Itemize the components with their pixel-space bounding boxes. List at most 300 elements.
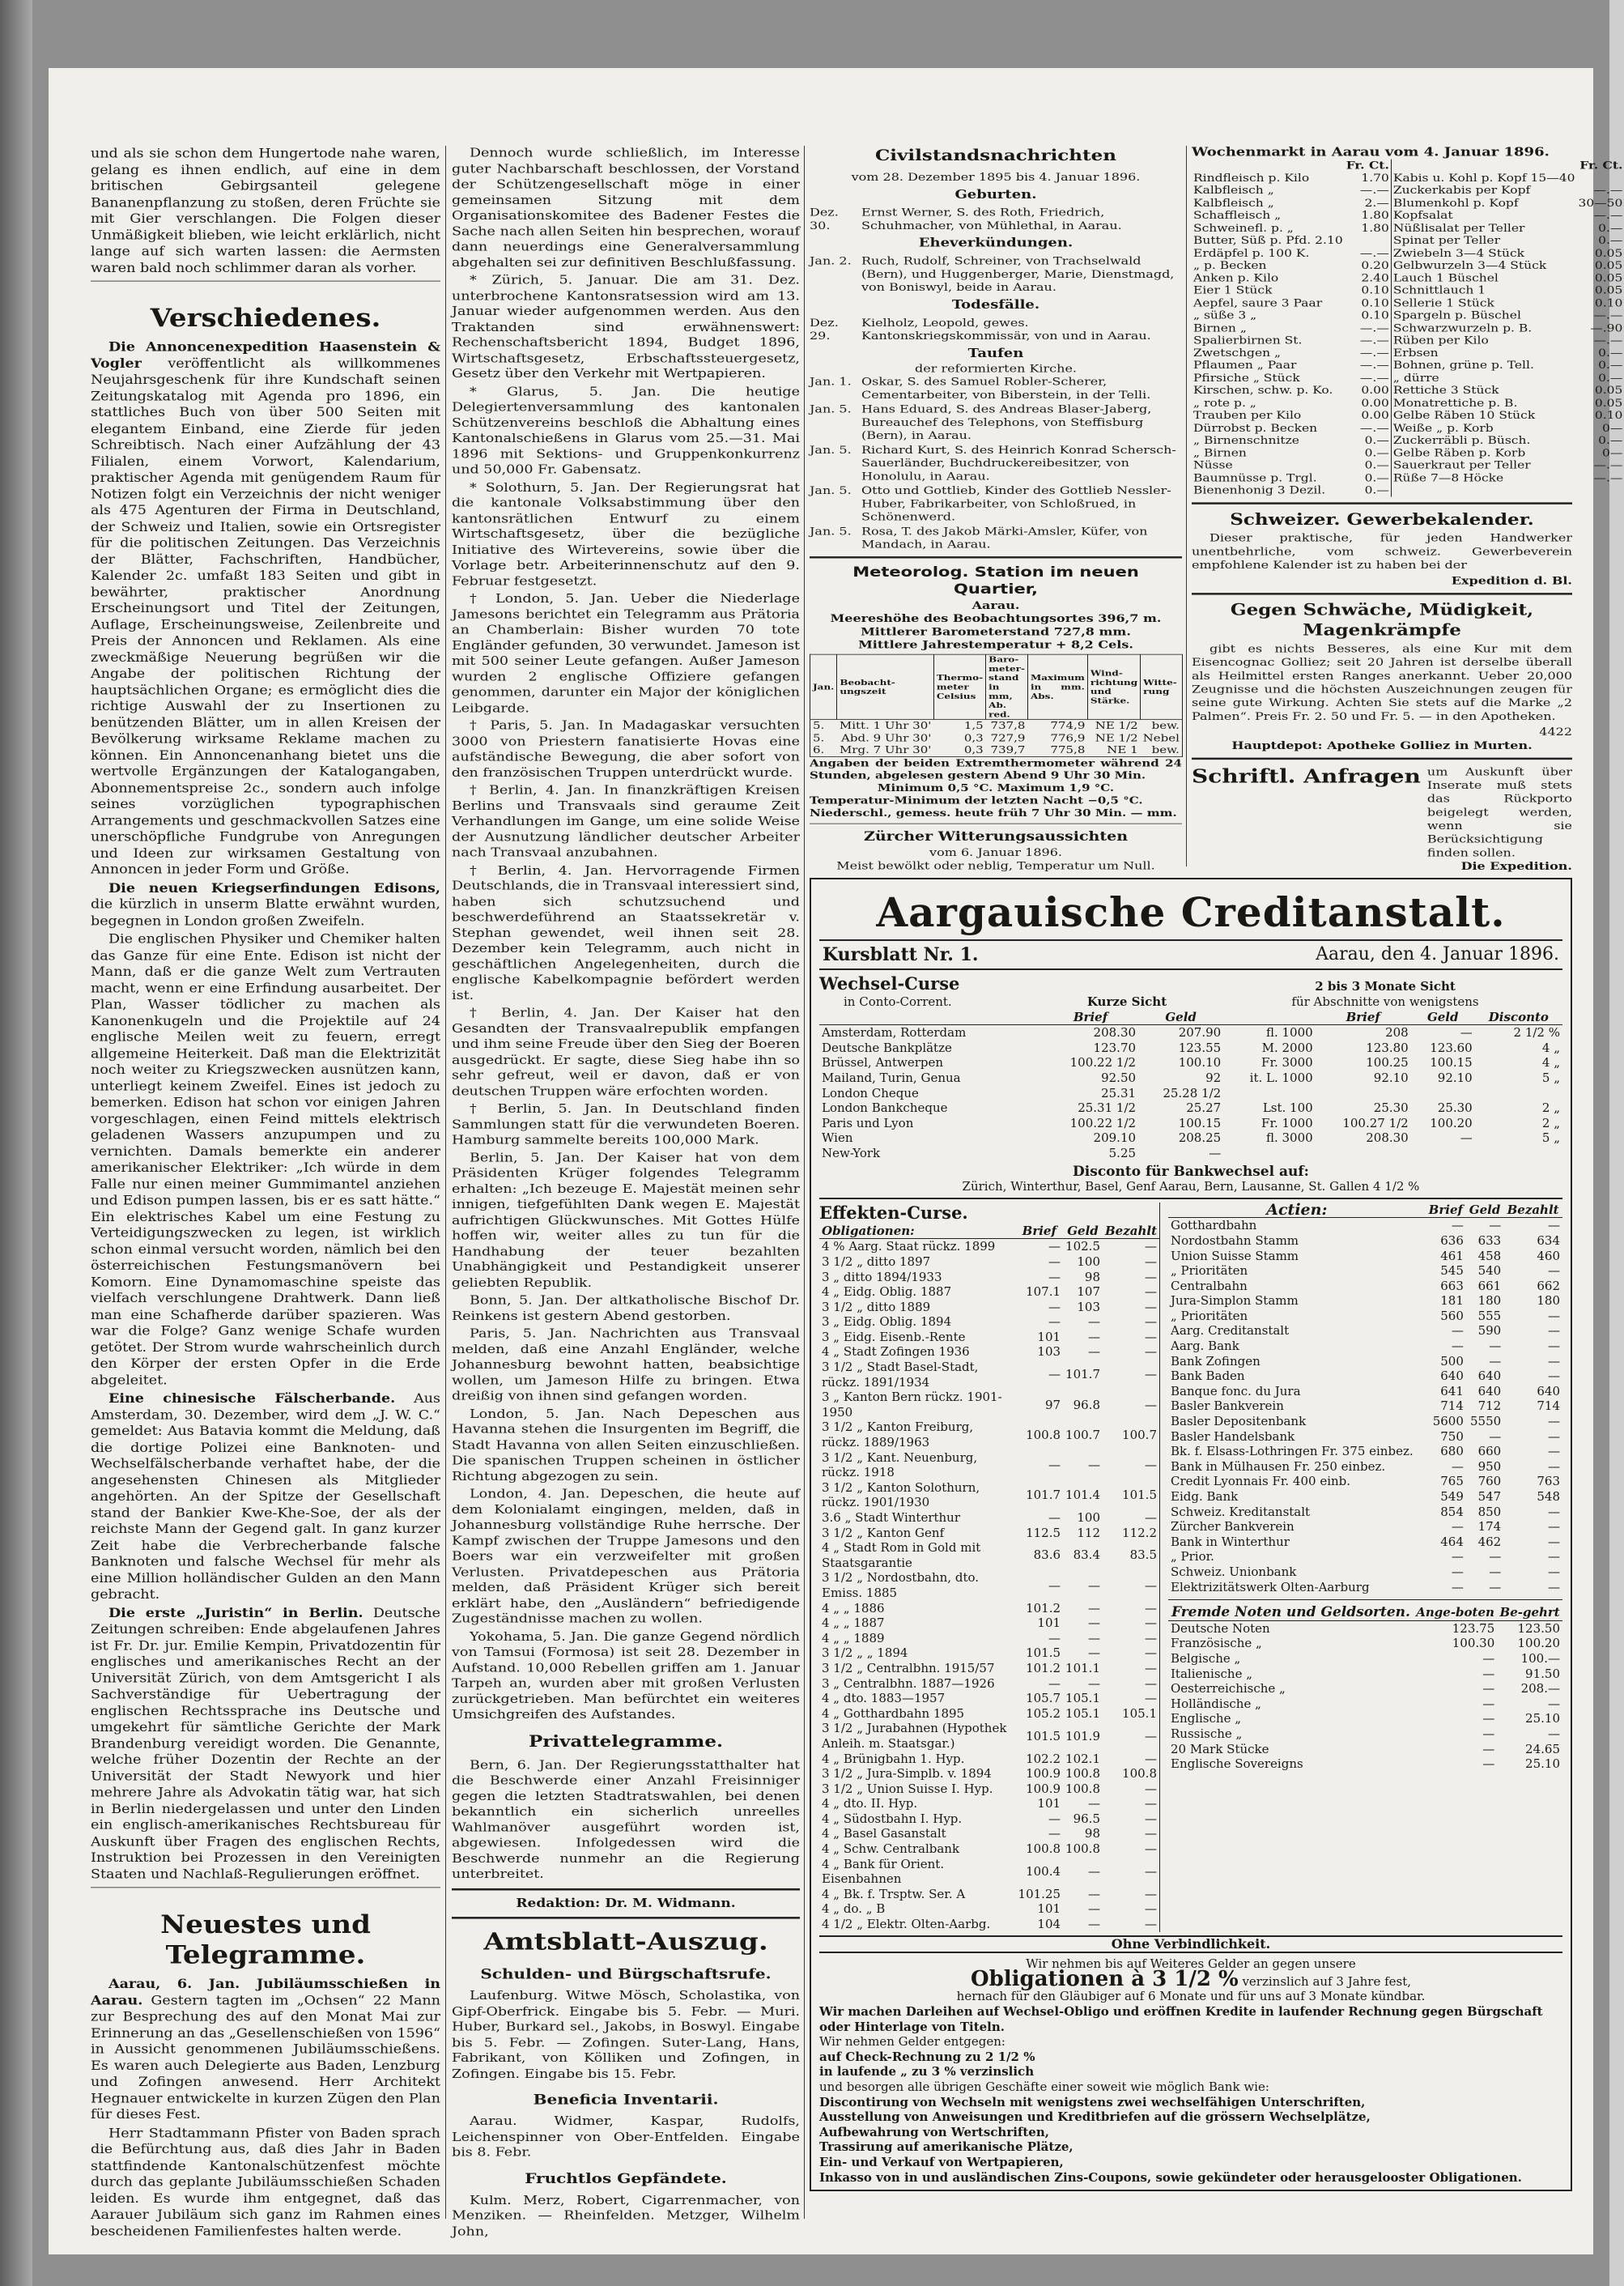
table-cell: — (1145, 1344, 1157, 1360)
table-cell: — (1088, 1645, 1100, 1661)
table-cell: 4 „ Eidg. Oblig. 1887 (822, 1284, 952, 1300)
table-cell: 660 (1477, 1444, 1502, 1459)
share-row (1168, 1505, 1562, 1520)
table-cell: Englische „ (1171, 1711, 1241, 1726)
obligation-row (819, 1510, 1159, 1526)
market-row (1392, 434, 1624, 446)
table-cell: 0.— (1598, 371, 1623, 384)
table-cell: Birnen „ (1193, 321, 1247, 334)
table-cell: Trauben per Kilo (1193, 409, 1302, 422)
table-cell: 4 „ Basel Gasanstalt (822, 1826, 946, 1841)
table-cell: 25.31 1/2 (1078, 1100, 1137, 1116)
table-cell: — (1088, 1314, 1100, 1330)
col-header: Geld (1466, 1203, 1503, 1218)
section-title: Privattelegramme. (528, 1731, 724, 1751)
divider (91, 1887, 440, 1888)
table-cell: 100.4 (1026, 1863, 1061, 1879)
market-row (1392, 409, 1624, 421)
table-cell: — (1548, 1369, 1560, 1384)
note-row (1168, 1636, 1562, 1651)
table-cell: 105.1 (1065, 1705, 1100, 1721)
table-cell: 101 (1037, 1616, 1061, 1631)
lead-in: Aarau, 6. Jan. Jubiläumsschießen in Aarau. (91, 1977, 440, 2008)
obligation-row (819, 1841, 1159, 1857)
table-cell: — (1482, 1711, 1495, 1726)
table-cell: 663 (1440, 1278, 1464, 1293)
ca-service: Ein- und Verkauf von Wertpapieren, (819, 2154, 1064, 2169)
wechsel-row (819, 1116, 1562, 1131)
share-row (1168, 1323, 1562, 1339)
paragraph: und als sie schon dem Hungertode nahe waren, gelang es ihnen endlich, auf eine in dem britischen Gebirgsanteil gelegene Bananenpflanzung zu stoßen, deren Früchte sie mit Gier verschlangen. Die Folgen dieser Unmäßigkeit blieben, wie leicht erklärlich, nicht lange auf sich warten lassen: die Aermsten waren bald noch schlimmer daran als vorher. (91, 146, 440, 275)
table-cell: — (1048, 1239, 1061, 1254)
table-cell: NE 1/2 (1095, 731, 1138, 744)
shares-heading: Actien: (1168, 1203, 1426, 1218)
table-cell: — (1548, 1218, 1560, 1233)
table-cell: 0.— (1364, 434, 1389, 447)
share-row (1168, 1263, 1562, 1279)
table-cell: 0,3 (963, 743, 984, 756)
market-row (1392, 309, 1624, 321)
table-cell: 4 „ dto. II. Hyp. (822, 1796, 918, 1811)
table-cell: — (1482, 1726, 1495, 1741)
table-cell: — (1548, 1414, 1560, 1429)
table-cell: 100.25 (1366, 1055, 1409, 1071)
table-cell: —.— (1359, 421, 1389, 434)
table-cell: — (1145, 1751, 1157, 1766)
col-header: Geld (1138, 1010, 1223, 1025)
table-cell: 548 (1537, 1489, 1560, 1504)
table-cell: 4 „ (1541, 1055, 1560, 1071)
table-cell: Nüßlisalat per Teller (1392, 221, 1525, 234)
market-row (1392, 247, 1624, 259)
table-cell: 101.7 (1065, 1367, 1100, 1382)
obligation-row (819, 1645, 1159, 1661)
col-header: Bezahlt (1503, 1203, 1562, 1218)
ca-date: Aarau, den 4. Januar 1896. (1316, 944, 1559, 964)
note-row (1168, 1726, 1562, 1742)
table-cell: 107.1 (1026, 1284, 1061, 1300)
ca-text: Wir nehmen Gelder entgegen: (819, 2034, 1005, 2050)
table-cell: 1,5 (963, 719, 984, 732)
paragraph: † Paris, 5. Jan. In Madagaskar versuchten 3000 von Priestern fanatisierte Hovas eine aufständische Bewegung, die aber sofort von den französischen Truppen unterdrückt wurde. (452, 718, 800, 780)
table-cell: — (1451, 1218, 1464, 1233)
table-cell: Englische Sovereigns (1171, 1756, 1303, 1772)
table-cell: 545 (1440, 1263, 1464, 1279)
obligation-row (819, 1526, 1159, 1541)
table-cell: 3 1/2 „ Kant. Neuenburg, rückz. 1918 (822, 1450, 978, 1480)
market-row (1392, 272, 1624, 284)
subsection-title: Beneficia Inventarii. (533, 2091, 719, 2108)
wechsel-row (819, 1025, 1562, 1041)
table-cell: 101.2 (1026, 1660, 1061, 1675)
table-cell: New-York (822, 1145, 881, 1160)
civil-text: Oskar, S. des Samuel Robler-Scherer, Cementarbeiter, von Biberstein, in der Telli. (861, 375, 1151, 402)
share-row (1168, 1414, 1562, 1429)
table-cell: 680 (1440, 1444, 1464, 1459)
table-cell: Französische „ (1171, 1636, 1262, 1651)
table-cell: Brüssel, Antwerpen (822, 1055, 944, 1071)
ad-title: Schweizer. Gewerbekalender. (1230, 509, 1534, 529)
note-row (1168, 1651, 1562, 1667)
table-cell: Zuckerräbli p. Büsch. (1392, 434, 1531, 447)
civil-date: Jan. 2. (810, 254, 852, 267)
table-cell: 105.1 (1065, 1691, 1100, 1706)
share-row (1168, 1233, 1562, 1249)
table-cell: 661 (1477, 1278, 1502, 1293)
ca-obligations-rate: Obligationen à 3 1/2 % (970, 1966, 1239, 1991)
table-cell: —.— (1593, 209, 1623, 222)
table-cell: — (1145, 1510, 1157, 1525)
table-cell: 102.2 (1026, 1751, 1061, 1766)
table-cell: 0.10 (1361, 283, 1389, 296)
market-row (1392, 422, 1624, 434)
table-cell: Sellerie 1 Stück (1392, 296, 1494, 309)
table-cell: 464 (1440, 1534, 1464, 1549)
table-cell: 636 (1440, 1232, 1464, 1248)
table-cell: 547 (1477, 1489, 1502, 1504)
paragraph (91, 1391, 440, 1603)
civil-entry (810, 525, 1182, 551)
ad-number: 4422 (1539, 725, 1572, 739)
col-header: Jan. (810, 654, 837, 719)
table-cell: 103 (1077, 1299, 1100, 1314)
obligation-row (819, 1284, 1159, 1300)
table-cell: 100.8 (1065, 1766, 1100, 1782)
obligation-row (819, 1782, 1159, 1797)
ca-service: Discontirung von Wechseln mit wenigstens zwei wechselfähigen Unterschriften, (819, 2094, 1366, 2109)
table-cell: — (1088, 1630, 1100, 1645)
table-cell: 3 „ ditto 1894/1933 (822, 1269, 942, 1284)
table-cell: — (1048, 1299, 1061, 1314)
table-cell: Schnittlauch 1 (1392, 283, 1486, 296)
ca-disclaimer: Ohne Verbindlichkeit. (819, 1935, 1562, 1954)
table-cell: — (1451, 1339, 1464, 1354)
market-table (1192, 158, 1623, 497)
table-cell: 3 1/2 „ Kanton Genf (822, 1525, 945, 1540)
table-cell: Wien (822, 1130, 853, 1146)
table-cell: — (1048, 1269, 1061, 1284)
table-cell: Blumenkohl p. Kopf (1392, 196, 1519, 209)
table-cell: 98 (1084, 1826, 1100, 1841)
table-cell: 739,7 (990, 743, 1026, 756)
table-cell: 750 (1440, 1428, 1464, 1444)
table-cell: Basler Bankverein (1171, 1398, 1284, 1414)
civil-date: Jan. 5. (810, 525, 852, 538)
table-cell: 0— (1602, 446, 1623, 459)
share-row (1168, 1549, 1562, 1564)
table-cell: — (1548, 1534, 1560, 1549)
table-cell: 20 Mark Stücke (1171, 1741, 1269, 1756)
divider (1192, 593, 1572, 595)
table-cell: 100.20 (1430, 1115, 1473, 1130)
market-row (1192, 309, 1391, 321)
civil-text: Ruch, Rudolf, Schreiner, von Trachselwald (Bern), und Huggenberger, Marie, Dienstmagd, von Boniswyl, beide in Aarau. (861, 254, 1175, 294)
table-cell: — (1451, 1564, 1464, 1579)
table-cell: — (1548, 1458, 1560, 1474)
col-header: Geld (1411, 1010, 1475, 1025)
share-row (1168, 1580, 1562, 1595)
table-cell: 104 (1037, 1917, 1061, 1932)
share-row (1168, 1339, 1562, 1354)
table-cell: — (1145, 1397, 1157, 1412)
column-rule (804, 146, 805, 2219)
obligation-row (819, 1390, 1159, 1420)
table-cell: 3 1/2 „ Jura-Simplb. v. 1894 (822, 1766, 992, 1782)
ca-text: Wir machen Darleihen auf Wechsel-Obligo und eröffnen Kredite in laufender Rechnung gegen Bürgschaft oder Hinterlage von Titeln. (819, 2004, 1543, 2034)
ad-text: Dieser praktische, für jeden Handwerker unentbehrliche, vom schweiz. Gewerbeverein empfohlene Kalender ist zu haben bei der (1192, 530, 1572, 572)
table-cell: Zürcher Bankverein (1171, 1519, 1295, 1535)
ca-service: Inkasso von in und ausländischen Zins-Coupons, sowie gekündeter oder herausgelooster Obligationen. (819, 2169, 1522, 2185)
table-cell: NE 1 (1107, 743, 1138, 756)
table-cell: — (1145, 1329, 1157, 1344)
table-cell: 101.25 (1018, 1886, 1061, 1901)
market-row (1392, 384, 1624, 396)
lead-in: Die neuen Kriegserfindungen Edisons, (108, 881, 440, 896)
table-cell: Eier 1 Stück (1193, 283, 1273, 296)
body-text: Deutsche Zeitungen schreiben: Ende abgelaufenen Jahres ist Fr. Dr. jur. Emilie Kempin, Privatdozentin für englisches und amerikanisches Recht an der Universität Zürich, von dem Amtsgericht I als Sachverständige für Uebertragung der englischen Rechtssprache ins Deutsche und umgekehrt für sämtliche Gerichte der Mark Brandenburg vereidigt worden. Die Genannte, welche früher Dozentin der Rechte an der Universität der Stadt Newyork und hier mehrere Jahre als Advokatin tätig war, hat sich in Berlin niedergelassen und unter den Linden ein englisch-amerikanisches Rechtsbureau für Auskunft über Fragen des englischen Rechts, Instruktion bei Prozessen in den Vereinigten Staaten und Nachlaß-Regulierungen eröffnet. (91, 1606, 440, 1882)
table-cell: 102.1 (1065, 1751, 1100, 1766)
table-cell: —.— (1593, 471, 1623, 484)
table-cell: 4 „ do. „ B (822, 1901, 886, 1917)
obligation-row (819, 1270, 1159, 1285)
ad-title: Gegen Schwäche, Müdigkeit, Magenkrämpfe (1230, 600, 1534, 640)
subsection-title: Schulden- und Bürgschaftsrufe. (480, 1965, 772, 1982)
table-cell: Pfirsiche „ Stück (1193, 371, 1300, 384)
table-cell: 0.— (1364, 483, 1389, 496)
table-cell: 83.4 (1073, 1547, 1100, 1563)
table-cell: 590 (1477, 1323, 1502, 1339)
civil-text: Richard Kurt, S. des Heinrich Konrad Schersch-Sauerländer, Buchdruckereibesitzer, von Honolulu, in Aarau. (861, 443, 1176, 483)
table-cell: — (1145, 1841, 1157, 1857)
table-cell: 181 (1440, 1293, 1464, 1309)
table-cell: 112.5 (1026, 1525, 1061, 1540)
col-header: Baro- meter- stand in mm, Ab. red. (986, 654, 1028, 719)
table-cell: — (1451, 1519, 1464, 1535)
table-cell: 712 (1477, 1398, 1502, 1414)
table-cell: 101 (1037, 1329, 1061, 1344)
table-cell: — (1482, 1666, 1495, 1681)
table-cell: 4 „ Gotthardbahn 1895 (822, 1705, 965, 1721)
market-row (1392, 234, 1624, 246)
table-cell: — (1145, 1457, 1157, 1472)
wechsel-row (819, 1071, 1562, 1086)
table-cell: Bank Baden (1171, 1369, 1245, 1384)
table-cell: — (1489, 1579, 1502, 1594)
table-cell: Zwiebeln 3—4 Stück (1392, 246, 1525, 259)
obligation-row (819, 1631, 1159, 1646)
table-cell: Spalierbirnen St. (1193, 334, 1303, 347)
col-header: Brief (1043, 1010, 1138, 1025)
table-cell: 101 (1037, 1796, 1061, 1811)
paragraph: Herr Stadtammann Pfister von Baden sprach die Befürchtung aus, daß dies Jahr in Baden stattfindende Kantonalschützenfest möchte durch das geplante Jubiläumsschießen Schaden leiden. Es wurde ihm entgegnet, daß das Aarauer Jubiläum sich ganz im Rahmen eines bescheidenen Familienfestes halten werde. (91, 2126, 440, 2239)
table-cell: Mailand, Turin, Genua (822, 1070, 961, 1085)
shares-table (1168, 1200, 1562, 1594)
creditanstalt-panel (810, 878, 1572, 2191)
table-cell: 123.70 (1093, 1040, 1137, 1055)
paragraph: † Berlin, 4. Jan. Hervorragende Firmen Deutschlands, die in Transvaal interessiert sind, haben sich schutzsuchend und beschwerdeführend an Staatssekretär v. Stephan gewendet, weil ihnen seit 28. Dezember kein Telegramm, auch nicht in geschäftlichen Angelegenheiten, durch die englische Kabelkompagnie befördert werden ist. (452, 863, 800, 1003)
note-row (1168, 1667, 1562, 1682)
table-cell: fl. 1000 (1265, 1025, 1313, 1041)
market-row (1192, 172, 1391, 184)
table-cell: Gelbe Räben 10 Stück (1392, 409, 1536, 422)
table-cell: — (1451, 1323, 1464, 1339)
table-cell: Rüben per Kilo (1392, 334, 1489, 347)
table-cell: 30—50 (1578, 196, 1623, 209)
share-row (1168, 1279, 1562, 1294)
table-cell: — (1048, 1367, 1061, 1382)
table-cell: — (1145, 1367, 1157, 1382)
table-cell: 641 (1440, 1383, 1464, 1398)
table-cell: 92.50 (1101, 1070, 1137, 1085)
table-cell: — (1088, 1616, 1100, 1631)
ca-title: Aargauische Creditanstalt. (876, 888, 1506, 936)
table-cell: 100.10 (1178, 1055, 1222, 1071)
table-cell: 96.5 (1073, 1811, 1100, 1826)
table-cell: 100.15 (1430, 1055, 1473, 1071)
obligation-row (819, 1796, 1159, 1811)
table-cell: —.— (1593, 184, 1623, 197)
table-cell: 100.9 (1026, 1781, 1061, 1796)
civil-births-heading: Geburten. (954, 187, 1037, 202)
market-row (1192, 447, 1391, 459)
table-cell: Nüsse (1193, 458, 1233, 471)
table-cell: —.— (1359, 246, 1389, 259)
divider (452, 1888, 800, 1890)
table-cell: — (1548, 1564, 1560, 1579)
table-cell: 101.5 (1026, 1645, 1061, 1661)
column-rule (445, 146, 446, 2219)
table-cell: —.— (1359, 184, 1389, 197)
table-cell: 0.05 (1594, 246, 1623, 259)
table-cell: 4 „ Brünigbahn 1. Hyp. (822, 1751, 965, 1766)
table-cell: 0.— (1598, 221, 1623, 234)
divider (810, 556, 1182, 558)
table-cell: 83.6 (1033, 1547, 1061, 1563)
table-cell (1316, 1086, 1411, 1101)
table-cell (1411, 1086, 1475, 1101)
civil-baptisms-heading: Taufen (967, 346, 1024, 360)
paragraph: Dennoch wurde schließlich, im Interesse guter Nachbarschaft beschlossen, der Vorstand der Schützengesellschaft möge in einer gemeinsamen Sitzung mit dem Organisationskomitee des Badener Festes die Sache nach allen Seiten hin besprechen, worauf dann neuerdings eine Generalversammlung abgehalten sei zur definitiven Beschlußfassung. (452, 146, 800, 270)
table-cell: Fr. 1000 (1261, 1115, 1313, 1130)
table-cell (1576, 172, 1624, 184)
table-cell (1316, 1146, 1411, 1161)
table-cell: Monatrettiche p. B. (1392, 396, 1518, 409)
meteo-row (810, 744, 1183, 756)
paragraph: London, 4. Jan. Depeschen, die heute auf dem Kolonialamt eingingen, melden, daß in Johannesburg vollständige Ruhe herrsche. Der Kampf zwischen der Truppe Jamesons und den Boers war ein verzweifelter mit großen Verlusten. Privatdepeschen aus Prätoria melden, daß Präsident Krüger sich bereit erklärt habe, den „Ausländern“ befriedigende Zugeständnisse machen zu wollen. (452, 1487, 800, 1626)
ca-text: in laufende „ zu 3 % verzinslich (819, 2064, 1035, 2080)
table-cell: — (1145, 1660, 1157, 1675)
table-cell: 0.05 (1594, 396, 1623, 409)
table-cell: Zuckerkabis per Kopf (1392, 184, 1531, 197)
table-cell: — (1548, 1726, 1560, 1741)
ca-text: und besorgen alle übrigen Geschäfte einer soweit wie möglich Bank wie: (819, 2079, 1269, 2094)
civil-date: Jan. 5. (810, 443, 852, 457)
table-cell: Rüße 7—8 Höcke (1392, 471, 1504, 484)
note-row (1168, 1742, 1562, 1757)
obligation-row (819, 1480, 1159, 1510)
lead-in: Eine chinesische Fälscherbande. (108, 1391, 396, 1407)
disconto-text: Zürich, Winterthur, Basel, Genf Aarau, Bern, Lausanne, St. Gallen 4 1/2 % (962, 1179, 1420, 1194)
table-cell: — (1048, 1254, 1061, 1269)
disconto-title: Disconto für Bankwechsel auf: (1073, 1163, 1309, 1180)
table-cell: — (1088, 1796, 1100, 1811)
effekten-title: Effekten-Curse. (819, 1202, 968, 1223)
table-cell: 0.10 (1361, 296, 1389, 309)
table-cell: — (1088, 1863, 1100, 1879)
civil-text: Otto und Gottlieb, Kinder des Gottlieb Nessler-Huber, Fabrikarbeiter, von Schloßrued, in Schönenwerd. (861, 483, 1171, 523)
market-row (1192, 209, 1391, 221)
obligation-row (819, 1420, 1159, 1450)
table-cell: 4 „ dto. 1883—1957 (822, 1691, 946, 1706)
table-cell: 662 (1537, 1278, 1560, 1293)
table-cell: — (1451, 1549, 1464, 1564)
table-cell: 25.10 (1525, 1756, 1560, 1772)
table-cell: — (1088, 1600, 1100, 1616)
table-cell (1475, 1086, 1562, 1101)
table-cell: Lauch 1 Büschel (1392, 271, 1499, 284)
civil-title: Civilstandsnachrichten (874, 146, 1117, 164)
table-cell: — (1145, 1728, 1157, 1743)
wechsel-row (819, 1055, 1562, 1071)
table-cell: 100.— (1520, 1650, 1560, 1666)
obligation-row (819, 1661, 1159, 1676)
paragraph: † Berlin, 4. Jan. In finanzkräftigen Kreisen Berlins und Transvaals sind geraume Zeit Verhandlungen im Gange, um eine solide Weise der Ausnutzung ländlicher deutscher Arbeiter nach Transvaal anzubahnen. (452, 783, 800, 860)
table-cell: Rindfleisch p. Kilo (1193, 172, 1310, 185)
table-cell: 4 „ (1541, 1040, 1560, 1055)
market-title: Wochenmarkt in Aarau vom 4. Januar 1896. (1192, 145, 1550, 160)
table-cell: 640 (1477, 1369, 1502, 1384)
table-cell: Kalbfleisch „ (1193, 184, 1274, 197)
obligation-row (819, 1601, 1159, 1616)
table-cell: — (1548, 1444, 1560, 1459)
table-cell: 500 (1440, 1353, 1464, 1369)
table-cell: 107 (1077, 1284, 1100, 1300)
table-cell: 100.7 (1065, 1427, 1100, 1442)
meteo-note: Temperatur-Minimum der letzten Nacht −0,5 °C. (810, 794, 1143, 807)
market-row (1192, 259, 1391, 271)
meteo-note: Niederschl., gemess. heute früh 7 Uhr 30 Min. — mm. (810, 807, 1177, 819)
col-header: Be-gehrt (1497, 1605, 1562, 1620)
paragraph (91, 339, 440, 878)
table-cell: — (1548, 1428, 1560, 1444)
obligations-table (819, 1224, 1159, 1932)
table-cell: 4 „ „ 1889 (822, 1630, 885, 1645)
table-cell: —.90 (1590, 321, 1623, 334)
divider (91, 281, 440, 282)
table-cell: 0.10 (1594, 409, 1623, 422)
table-cell: Spinat per Teller (1392, 234, 1500, 247)
ad-signature: Expedition d. Bl. (1451, 573, 1572, 587)
table-cell: Butter, Süß p. Pfd. 2.10 (1193, 234, 1343, 247)
table-cell: 5600 (1432, 1414, 1464, 1429)
paragraph: Paris, 5. Jan. Nachrichten aus Transvaal melden, daß eine Anzahl Engländer, welche Johannesburg bewohnt hatten, beabsichtige wollen, um Jameson Hilfe zu bringen. Etwa dreißig von ihnen sind gefangen worden. (452, 1326, 800, 1403)
table-cell: 0.— (1598, 234, 1623, 247)
table-cell: 774,9 (1050, 719, 1086, 732)
table-cell: —.— (1359, 347, 1389, 360)
table-cell: 4 1/2 „ Elektr. Olten-Aarbg. (822, 1917, 991, 1932)
table-cell: 4 „ Südostbahn I. Hyp. (822, 1811, 963, 1826)
civil-date: Jan. 5. (810, 483, 852, 497)
table-cell: Pflaumen „ Paar (1193, 359, 1297, 372)
table-cell: 209.10 (1093, 1130, 1137, 1146)
meteo-note: Minimum 0,5 °C. Maximum 1,9 °C. (877, 781, 1115, 794)
table-cell: — (1489, 1564, 1502, 1579)
share-row (1168, 1459, 1562, 1475)
body-text: die kürzlich in unserm Blatte erwähnt wurden, begegnen in London großen Zweifeln. (91, 897, 440, 929)
table-cell: 760 (1477, 1474, 1502, 1489)
obligation-row (819, 1766, 1159, 1782)
table-cell: 100 (1077, 1510, 1100, 1525)
